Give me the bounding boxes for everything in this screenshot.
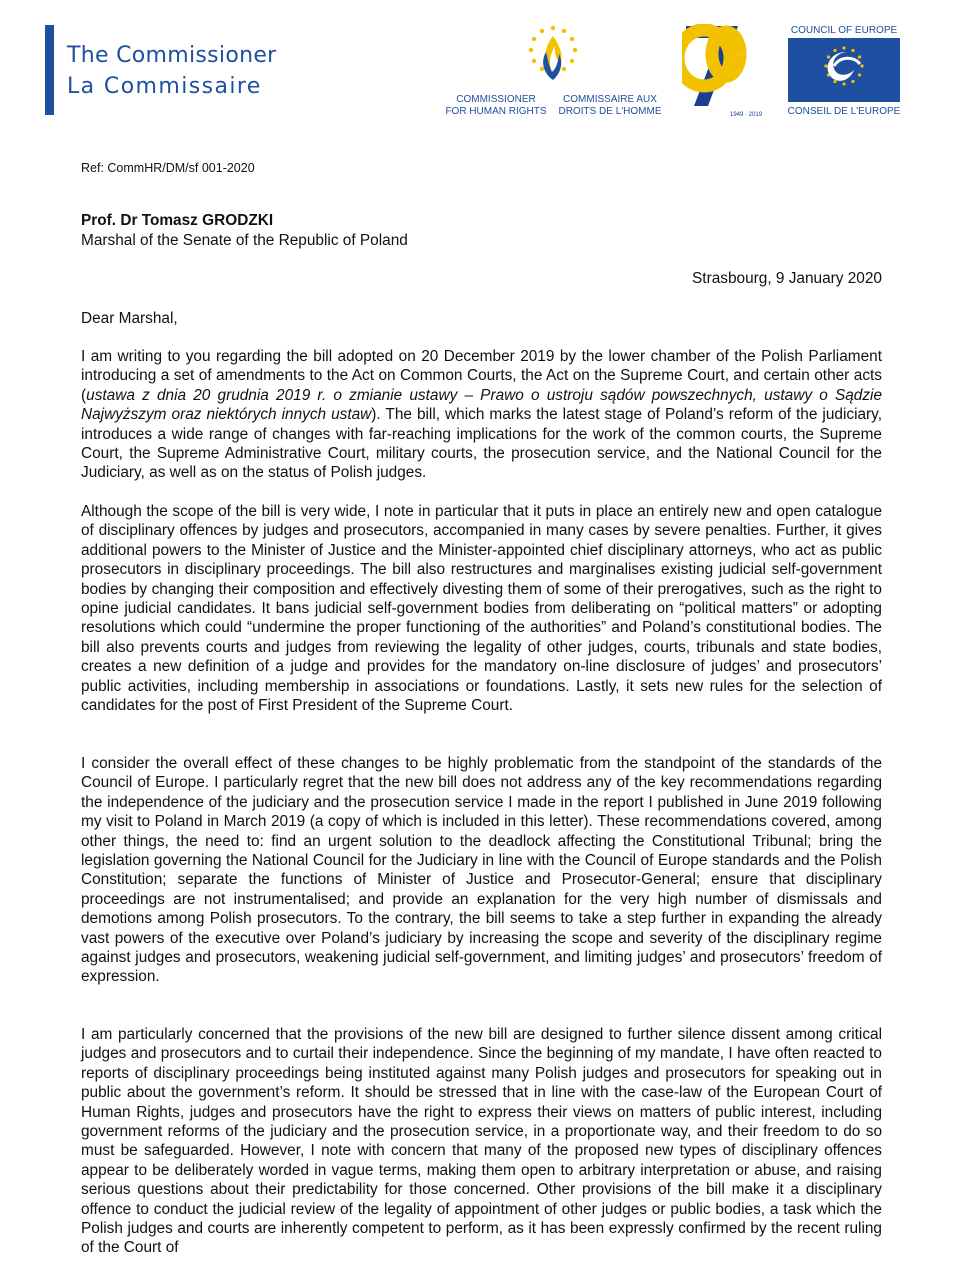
commissioner-flame-logo-icon	[522, 24, 584, 90]
letter-date: Strasbourg, 9 January 2020	[692, 270, 882, 287]
coe-logo	[788, 38, 900, 102]
recipient-name: Prof. Dr Tomasz GRODZKI	[81, 212, 274, 229]
anniversary-years-label: 1949 · 2019	[730, 112, 763, 118]
bill-title-polish: ustawa z dnia 20 grudnia 2019 r. o zmianie ustawy – Prawo o ustroju sądów powszechnych, ustawy o Sądzie Najwyższym oraz niektórych innych ustaw	[81, 386, 882, 424]
coe-stars-icon	[788, 38, 900, 102]
recipient-title: Marshal of the Senate of the Republic of Poland	[81, 232, 408, 249]
letter-reference: Ref: CommHR/DM/sf 001-2020	[81, 161, 255, 175]
paragraph-2: Although the scope of the bill is very wide, I note in particular that it puts in place an entirely new and open catalogue of disciplinary offences by judges and prosecutors, accompanied in many cases by severe penalties. Further, it gives additional powers to the Minister of Justice and the Minister-appointed chief disciplinary attorneys, who act as public prosecutors in disciplinary proceedings. The bill also restructures and marginalises existing judicial self-government bodies by changing their composition and effectively divesting them of some of their prerogatives, such as the right to opine judicial candidates. It bans judicial self-government bodies from deliberating on “political matters” or adopting resolutions which could “undermine the proper functioning of the authorities” and Poland’s constitutional bodies. The bill also prevents courts and judges from reviewing the legality of other judges, courts, tribunals and state bodies, creates a new definition of a judge and provides for the mandatory on-line disclosure of judges’ and prosecutors’ public activities, including membership in associations or foundations. Lastly, it sets new rules for the selection of candidates for the post of First President of the Supreme Court.	[81, 503, 882, 715]
coe-name-fr: CONSEIL DE L'EUROPE	[787, 106, 901, 117]
letterhead-accent-bar	[45, 25, 54, 115]
paragraph-1: I am writing to you regarding the bill adopted on 20 December 2019 by the lower chamber of the Polish Parliament introducing a set of amendments to the Act on Common Courts, the Act on the Supreme Court, and certain other acts (ustawa z dnia 20 grudnia 2019 r. o zmianie ustawy – Prawo o ustroju sądów powszechnych, ustawy o Sądzie Najwyższym oraz niektórych innych ustaw). The bill, which marks the latest stage of Poland’s reform of the judiciary, introduces a wide range of changes with far-reaching implications for the work of the common courts, the Supreme Court, the Supreme Administrative Court, military courts, the prosecution service, and the National Council for the Judiciary, as well as on the status of Polish judges.	[81, 348, 883, 482]
commissioner-title-en: The Commissioner	[67, 43, 277, 68]
seventy-anniversary-logo-icon	[682, 24, 774, 118]
paragraph-3: I consider the overall effect of these changes to be highly problematic from the standpoint of the standards of the Council of Europe. I particularly regret that the new bill does not address any of the key recommendations regarding the independence of the judiciary and the prosecution service I made in the report I published in June 2019 following my visit to Poland in March 2019 (a copy of which is included in this letter). These recommendations covered, among other things, the need to: find an urgent solution to the deadlock affecting the Constitutional Tribunal; bring the legislation governing the National Council for the Judiciary in line with the Council of Europe standards and the Polish Constitution; separate the functions of Minister of Justice and Prosecutor-General; ensure that disciplinary proceedings are not instrumentalised; and provide an explanation for the very high number of dismissals and demotions among Polish prosecutors. To the contrary, the bill seems to take a step further in expanding the already vast powers of the executive over Poland’s judiciary by increasing the scope and severity of the disciplinary regime against judges and prosecutors, weakening judicial self-government, and limiting judges’ and prosecutors’ freedom of expression.	[81, 755, 882, 986]
salutation: Dear Marshal,	[81, 310, 178, 327]
coe-name-en: COUNCIL OF EUROPE	[790, 25, 898, 36]
chr-label-fr: COMMISSAIRE AUX DROITS DE L'HOMME	[558, 94, 662, 117]
letterhead	[0, 0, 956, 140]
commissioner-title-fr: La Commissaire	[67, 74, 262, 99]
chr-label-en: COMMISSIONER FOR HUMAN RIGHTS	[445, 94, 547, 117]
paragraph-4: I am particularly concerned that the provisions of the new bill are designed to further silence dissent among critical judges and prosecutors and to curtail their independence. Since the beginning of my mandate, I have often reacted to reports of disciplinary proceedings being instituted against many Polish judges and prosecutors for speaking out in public about the government’s reform. It should be stressed that in line with the case-law of the European Court of Human Rights, judges and prosecutors have the right to express their views on matters of public interest, including government reforms of the judiciary and the prosecution service, in a proportionate way, and their freedom to do so must be safeguarded. However, I note with concern that many of the proposed new types of disciplinary offences appear to be deliberately worded in vague terms, making them open to arbitrary interpretation or abuse, and raising serious questions about their predictability for those concerned. Other provisions of the bill make it a disciplinary offence to conduct the judicial review of the legality of appointment of other judges or public bodies, a task which the Polish judges and courts are inherently competent to perform, as it has been expressly confirmed by the recent ruling of the Court of	[81, 1026, 882, 1257]
